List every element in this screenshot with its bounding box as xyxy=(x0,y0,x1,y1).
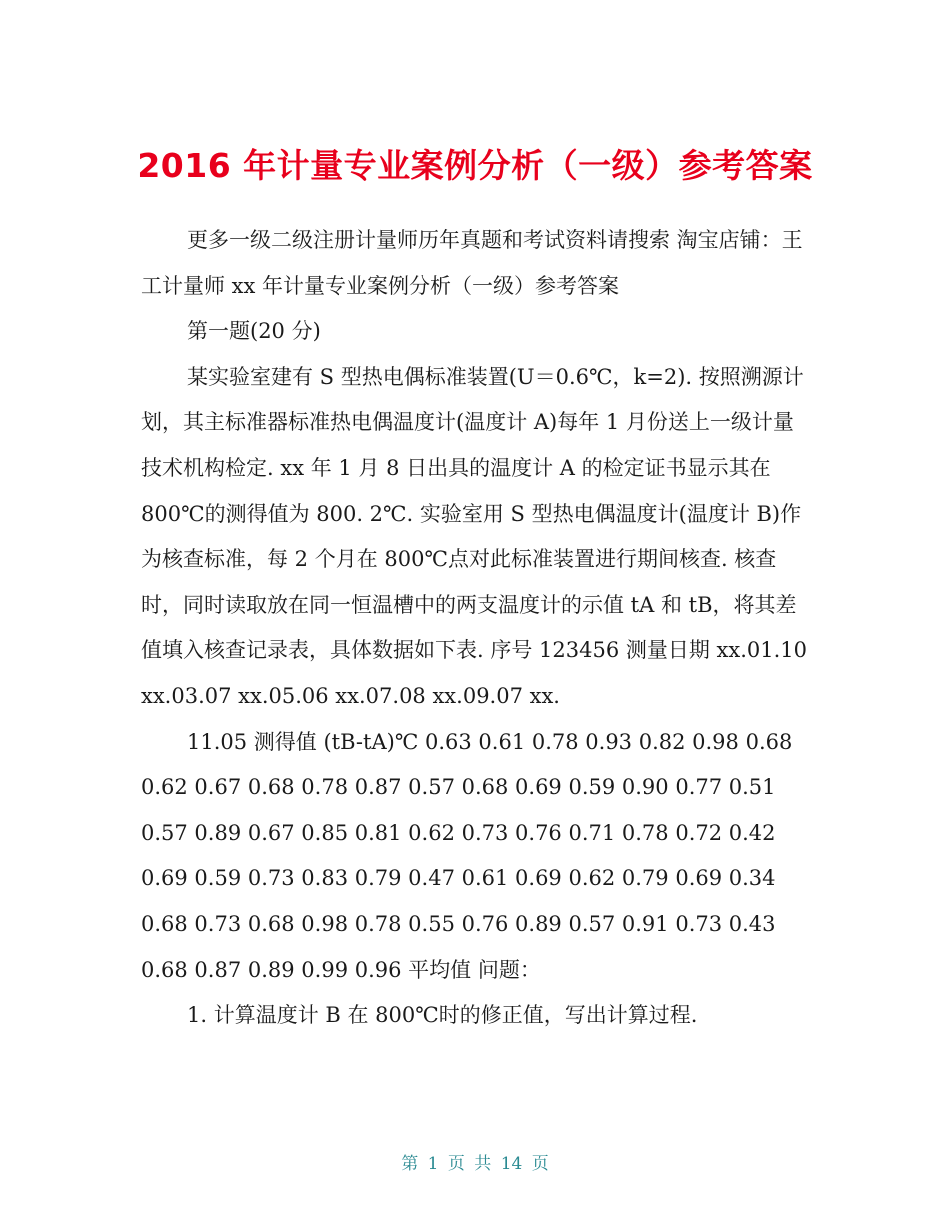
document-body xyxy=(141,218,813,1039)
intro-paragraph: 更多一级二级注册计量师历年真题和考试资料请搜索 淘宝店铺：王工计量师 xx 年计量专业案例分析（一级）参考答案 xyxy=(141,228,803,298)
question-paragraph: 某实验室建有 S 型热电偶标准装置(U＝0.6℃，k=2). 按照溯源计划，其主标准器标准热电偶温度计(温度计 A)每年 1 月份送上一级计量技术机构检定. xx 年 1 月 8 日出具的温度计 A 的检定证书显示其在 800℃的测得值为 800. 2℃. 实验室用 S 型热电偶温度计(温度计 B)作为核查标准，每 2 个月在 800℃点对此标准装置进行期间核查. 核查时，同时读取放在同一恒温槽中的两支温度计的示值 tA 和 tB，将其差值填入核查记录表，具体数据如下表. 序号 123456 测量日期 xx.01.10 xx.03.07 xx.05.06 xx.07.08 xx.09.07 xx. xyxy=(141,364,808,708)
document-title: 2016 年计量专业案例分析（一级）参考答案 xyxy=(137,146,813,186)
question-item-1: 1. 计算温度计 B 在 800℃时的修正值，写出计算过程. xyxy=(187,1003,698,1028)
data-paragraph: 11.05 测得值 (tB-tA)℃ 0.63 0.61 0.78 0.93 0.82 0.98 0.68 0.62 0.67 0.68 0.78 0.87 0.57 0.68 0.69 0.59 0.90 0.77 0.51 0.57 0.89 0.67 0.85 0.81 0.62 0.73 0.76 0.71 0.78 0.72 0.42 0.69 0.59 0.73 0.83 0.79 0.47 0.61 0.69 0.62 0.79 0.69 0.34 0.68 0.73 0.68 0.98 0.78 0.55 0.76 0.89 0.57 0.91 0.73 0.43 0.68 0.87 0.89 0.99 0.96 平均值 问题： xyxy=(141,729,793,982)
question-heading: 第一题(20 分) xyxy=(187,319,321,344)
page-footer: 第 1 页 共 14 页 xyxy=(401,1154,549,1174)
